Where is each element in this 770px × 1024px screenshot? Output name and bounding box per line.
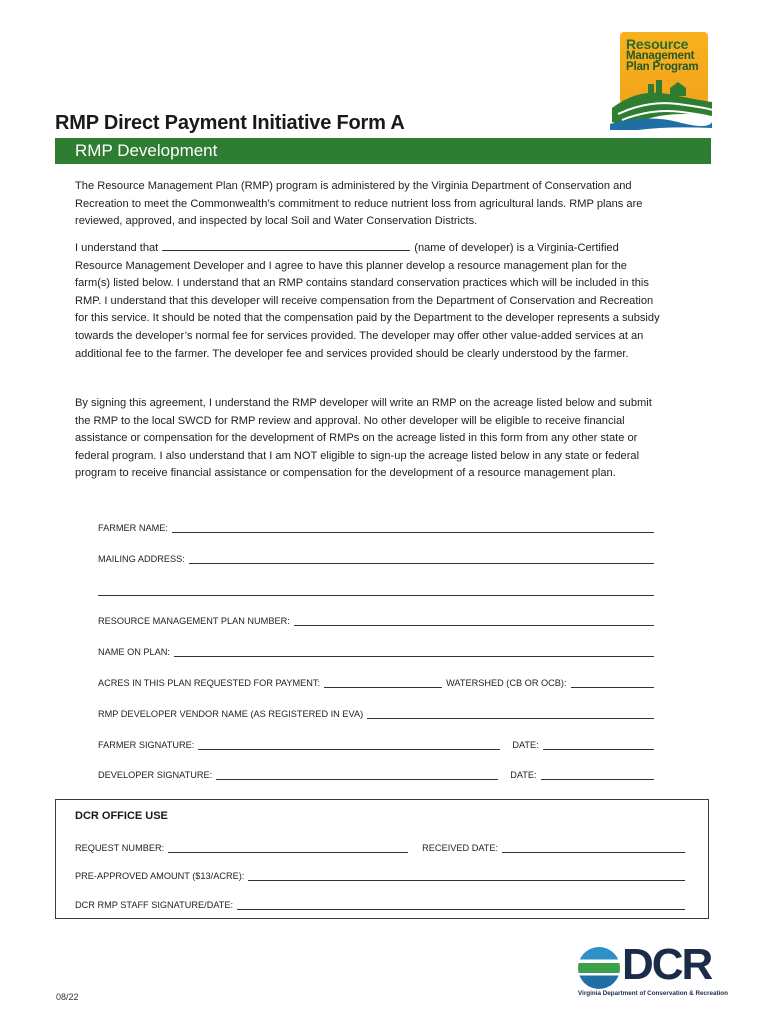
dcr-globe-icon — [578, 947, 620, 989]
mailing-address-input-2[interactable] — [98, 587, 654, 596]
agreement-paragraph — [75, 240, 665, 363]
mailing-address-label: MAILING ADDRESS: — [98, 554, 185, 564]
developer-signature-input[interactable] — [216, 771, 498, 780]
request-number-input[interactable] — [168, 844, 408, 853]
pre-approved-input[interactable] — [248, 872, 685, 881]
staff-signature-label: DCR RMP STAFF SIGNATURE/DATE: — [75, 900, 234, 910]
section-header-label: RMP Development — [75, 141, 218, 160]
signing-paragraph: By signing this agreement, I understand the RMP developer will write an RMP on the acreage listed below and submit the RMP to the local SWCD for RMP review and approval. No other developer will be eligible to receive financial assistance or compensation for the development of RMPs on the acreage listed in this form from any other state or federal program. I also understand that I am NOT eligible to sign-up the acreage listed below in any state or federal program to receive financial assistance or compensation for the development of a resource management plan. — [75, 397, 652, 480]
agreement-rest: (name of developer) is a Virginia-Certified Resource Management Developer and I agree to have this planner develop a resource management plan for the farm(s) listed below. I understand that an RMP contains standard conservation practices which will be included in this RMP. I understand that this developer will receive compensation from the Department of Conservation and Recreation for this service. It should be noted that the compensation paid by the Department to the developer represents a subsidy towards the developer’s normal fee for services provided. The developer may offer other value-added services at an additional fee to the farmer. The developer fee and services provided should be clearly understood by the farmer. — [75, 242, 660, 360]
dcr-logo-letters: DCR — [622, 940, 712, 989]
developer-signature-label: DEVELOPER SIGNATURE: — [98, 770, 213, 780]
form-title: RMP Direct Payment Initiative Form A — [55, 112, 405, 134]
staff-signature-input[interactable] — [237, 901, 685, 910]
intro-paragraph: The Resource Management Plan (RMP) program is administered by the Virginia Department of Conservation and Recreation to meet the Commonwealth’s commitment to reduce nutrient loss from agricultural lands. RMP plans are reviewed, approved, and inspected by local Soil and Water Conservation Districts. — [75, 180, 643, 228]
farmer-date-label: DATE: — [512, 740, 539, 750]
office-request-row — [75, 839, 685, 853]
farmer-signature-row — [98, 736, 654, 750]
staff-signature-field[interactable] — [75, 896, 685, 910]
acres-label: ACRES IN THIS PLAN REQUESTED FOR PAYMENT: — [98, 678, 321, 688]
rmp-number-field[interactable] — [98, 612, 654, 626]
farmer-name-label: FARMER NAME: — [98, 523, 168, 533]
received-date-input[interactable] — [502, 844, 685, 853]
developer-date-label: DATE: — [510, 770, 537, 780]
farmer-signature-label: FARMER SIGNATURE: — [98, 740, 195, 750]
agreement-start: I understand that — [75, 242, 159, 254]
received-date-label: RECEIVED DATE: — [422, 843, 499, 853]
rmp-program-logo — [608, 30, 712, 130]
developer-name-blank[interactable] — [162, 241, 410, 251]
rmp-logo-text: Resource Management Plan Program — [626, 36, 699, 73]
rmp-number-input[interactable] — [294, 617, 654, 626]
developer-signature-row — [98, 766, 654, 780]
vendor-name-field[interactable] — [98, 705, 654, 719]
watershed-label: WATERSHED (CB OR OCB): — [446, 678, 567, 688]
watershed-input[interactable] — [571, 679, 654, 688]
dcr-logo — [576, 940, 728, 1000]
pre-approved-field[interactable] — [75, 867, 685, 881]
farmer-date-input[interactable] — [543, 741, 654, 750]
acres-watershed-row — [98, 674, 654, 688]
mailing-address-field[interactable] — [98, 550, 654, 564]
developer-date-input[interactable] — [541, 771, 654, 780]
farmer-signature-input[interactable] — [198, 741, 500, 750]
name-on-plan-label: NAME ON PLAN: — [98, 647, 170, 657]
dcr-logo-subtitle: Virginia Department of Conservation & Recreation — [578, 990, 728, 997]
office-use-title: DCR OFFICE USE — [75, 810, 168, 822]
rmp-number-label: RESOURCE MANAGEMENT PLAN NUMBER: — [98, 616, 290, 626]
name-on-plan-field[interactable] — [98, 643, 654, 657]
pre-approved-label: PRE-APPROVED AMOUNT ($13/ACRE): — [75, 871, 245, 881]
farm-field-graphic — [608, 30, 712, 130]
request-number-label: REQUEST NUMBER: — [75, 843, 165, 853]
name-on-plan-input[interactable] — [174, 648, 654, 657]
farmer-name-input[interactable] — [172, 524, 654, 533]
mailing-address-line2[interactable] — [98, 582, 654, 596]
farmer-name-field[interactable] — [98, 519, 654, 533]
mailing-address-input[interactable] — [189, 555, 654, 564]
section-header — [55, 138, 711, 164]
vendor-name-input[interactable] — [367, 710, 654, 719]
vendor-name-label: RMP DEVELOPER VENDOR NAME (AS REGISTERED IN EVA) — [98, 709, 364, 719]
acres-input[interactable] — [324, 679, 442, 688]
form-revision-code: 08/22 — [56, 992, 79, 1002]
